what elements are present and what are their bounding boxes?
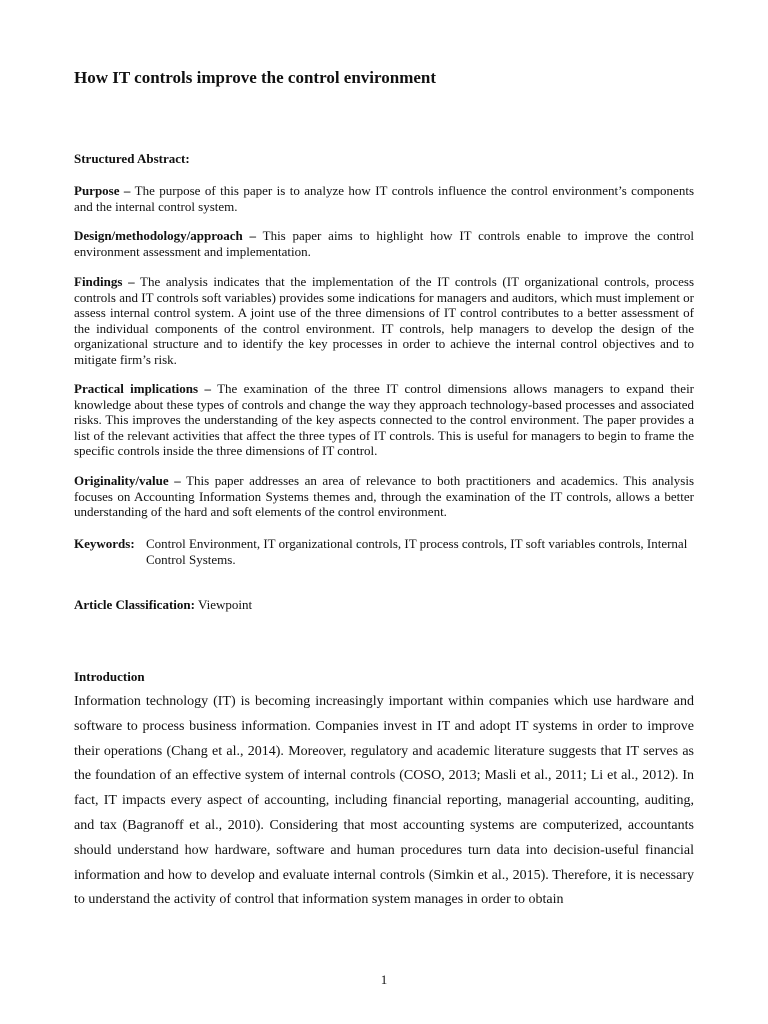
abstract-originality <box>74 473 694 520</box>
paper-title: How IT controls improve the control environment <box>74 68 437 87</box>
introduction-text: Information technology (IT) is becoming increasingly important within companies which use hardware and software to process business information. Companies invest in IT and adopt IT systems in order to improve their operations (Chang et al., 2014). Moreover, regulatory and academic literature suggests that IT serves as the foundation of an effective system of internal controls (COSO, 2013; Masli et al., 2011; Li et al., 2012). In fact, IT impacts every aspect of accounting, including financial reporting, managerial accounting, auditing, and tax (Bagranoff et al., 2010). Considering that most accounting systems are computerized, accountants should understand how hardware, software and human procedures turn data into decision-useful financial information and how to develop and evaluate internal controls (Simkin et al., 2015). Therefore, it is necessary to understand the activity of control that information system manages in order to obtain <box>74 694 694 908</box>
abstract-purpose <box>74 183 694 214</box>
introduction-heading: Introduction <box>74 669 145 684</box>
design-text: This paper aims to highlight how IT controls enable to improve the control environment assessment and implementation. <box>74 228 694 259</box>
findings-label: Findings – <box>74 274 135 289</box>
page-number: 1 <box>380 972 388 987</box>
practical-text: The examination of the three IT control dimensions allows managers to expand their knowledge about these types of controls and change the way they approach technology-based processes and associated risks. This improves the understanding of the key aspects connected to the control environment. The paper provides a list of the relevant activities that affect the three types of IT controls. This is useful for managers to begin to frame the specific controls inside the three dimensions of IT control. <box>74 381 695 459</box>
classification-value: Viewpoint <box>197 597 253 612</box>
classification-label: Article Classification: <box>74 597 195 612</box>
findings-text: The analysis indicates that the implementation of the IT controls (IT organizational controls, process controls and IT controls soft variables) provides some indications for managers and auditors, which must implement or assess internal control system. A joint use of the three dimensions of IT control contributes to a better assessment of the individual components of the control environment. IT controls, help managers to develop the design of the organizational structure and to identify the key processes in order to achieve the internal control objectives and to mitigate firm’s risk. <box>74 274 695 367</box>
purpose-label: Purpose – <box>74 183 131 198</box>
keywords-label: Keywords: <box>74 536 135 551</box>
abstract-findings <box>74 274 694 368</box>
article-classification <box>74 597 252 613</box>
practical-label: Practical implications – <box>74 381 211 396</box>
abstract-practical <box>74 381 694 459</box>
abstract-design <box>74 228 694 259</box>
originality-text: This paper addresses an area of relevance to both practitioners and academics. This analysis focuses on Accounting Information Systems themes and, through the examination of the IT controls, allows a better understanding of the hard and soft elements of the control environment. <box>74 473 694 520</box>
purpose-text: The purpose of this paper is to analyze how IT controls influence the control environment’s components and the internal control system. <box>74 183 695 214</box>
design-label: Design/methodology/approach – <box>74 228 257 243</box>
originality-label: Originality/value – <box>74 473 181 488</box>
keywords-text: Control Environment, IT organizational controls, IT process controls, IT soft variables controls, Internal Control Systems. <box>146 536 688 567</box>
abstract-heading: Structured Abstract: <box>74 151 190 166</box>
